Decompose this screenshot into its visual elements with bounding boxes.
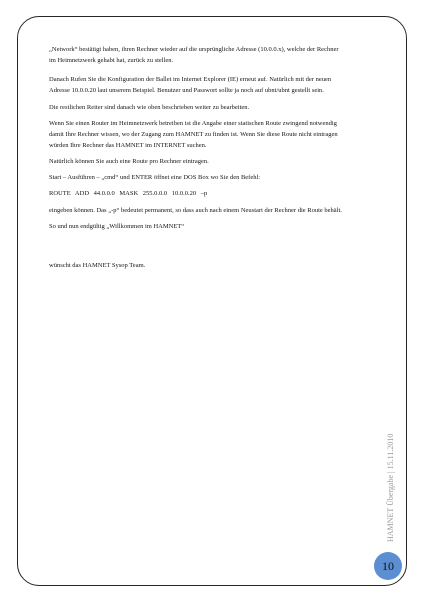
text-line: damit Ihre Rechner wissen, wo der Zugang zum HAMNET zu finden ist. Wenn Sie diese Route nicht eintragen: [49, 131, 338, 138]
paragraph-restore-address: [49, 44, 339, 66]
vertical-footer-text: HAMNET Übergabe | 15.11.2010: [386, 433, 395, 542]
text-line: Natürlich können Sie auch eine Route pro Rechner eintragen.: [49, 158, 209, 165]
page-number-badge: [374, 552, 402, 580]
text-line: So und nun endgültig „Willkommen im HAMNET“: [49, 223, 185, 230]
text-line: Adresse 10.0.0.20 laut unserem Beispiel. Benutzer und Passwort sollte ja noch auf ubnt/ubnt gestellt sein.: [49, 87, 324, 94]
paragraph-open-dos-box: [49, 172, 260, 183]
text-line: eingeben können. Das „-p“ bedeutet permanent, so dass auch nach einem Neustart der Rechner die Route behält.: [49, 207, 342, 214]
paragraph-signature: [49, 260, 145, 271]
paragraph-welcome: [49, 221, 184, 232]
paragraph-open-config: [49, 74, 331, 96]
paragraph-permanent-flag: [49, 205, 342, 216]
text-line: im Heimnetzwerk gehabt hat, zurück zu stellen.: [49, 57, 174, 64]
text-line: Wenn Sie einen Router im Heimnetzwerk betreiben ist die Angabe einer statischen Route zwingend notwendig: [49, 120, 337, 127]
text-line: „Network“ bestätigt haben, ihren Rechner wieder auf die ursprüngliche Adresse (10.0.0.x), welche der Rechner: [49, 46, 339, 53]
page-number: 10: [382, 558, 394, 573]
paragraph-route-command: [49, 188, 207, 199]
text-line: Die restlichen Reiter sind danach wie oben beschrieben weiter zu bearbeiten.: [49, 104, 250, 111]
route-command-text: ROUTE ADD 44.0.0.0 MASK 255.0.0.0 10.0.0.20 –p: [49, 190, 208, 197]
text-line: wünscht das HAMNET Sysop Team.: [49, 262, 146, 269]
text-line: würden Ihre Rechner das HAMNET im INTERNET suchen.: [49, 142, 207, 149]
text-line: Start – Ausführen – „cmd“ und ENTER öffnet eine DOS Box wo Sie den Befehl:: [49, 174, 261, 181]
paragraph-route-per-pc: [49, 156, 209, 167]
text-line: Danach Rufen Sie die Konfiguration der Ballet im Internet Explorer (IE) erneut auf. Natürlich mit der neuen: [49, 76, 332, 83]
paragraph-remaining-tabs: [49, 102, 249, 113]
paragraph-static-route: [49, 118, 338, 151]
